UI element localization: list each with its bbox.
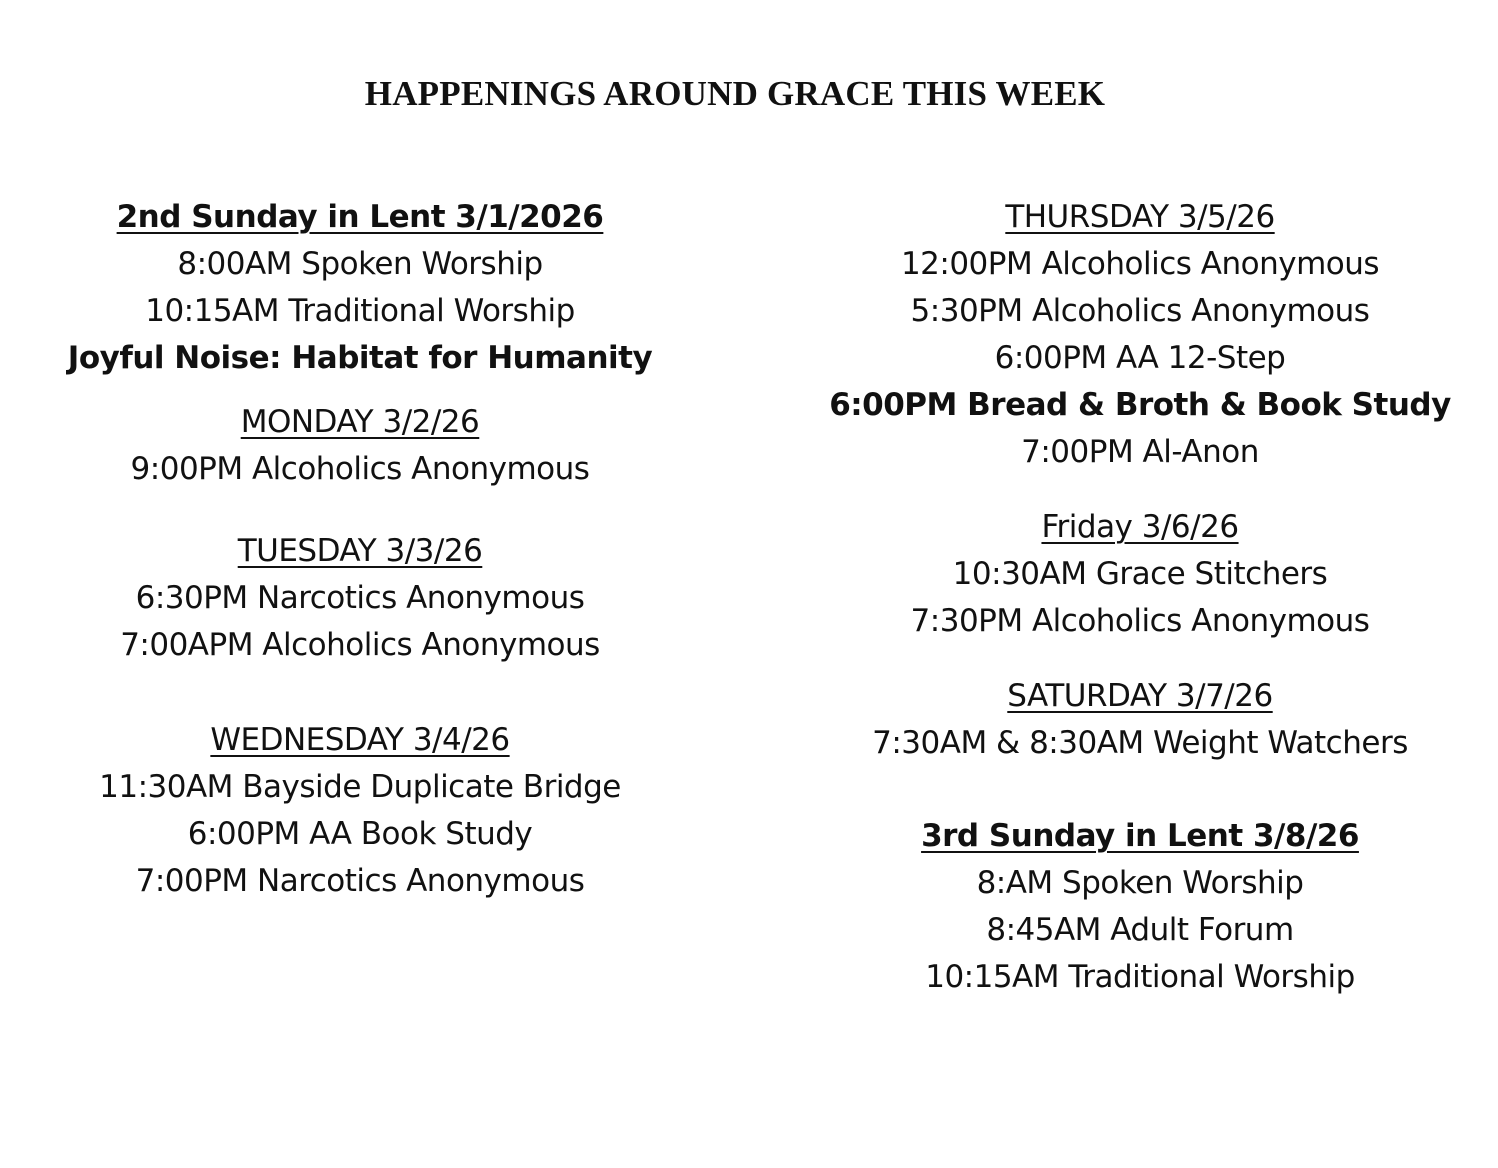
event-item: 7:30AM & 8:30AM Weight Watchers	[872, 725, 1408, 761]
event-item: 10:15AM Traditional Worship	[925, 959, 1355, 995]
section-heading: 2nd Sunday in Lent 3/1/2026	[116, 199, 604, 235]
event-item: 12:00PM Alcoholics Anonymous	[900, 246, 1380, 282]
event-item: 6:00PM AA Book Study	[187, 816, 533, 852]
page-title: HAPPENINGS AROUND GRACE THIS WEEK	[364, 74, 1106, 113]
section-heading: MONDAY 3/2/26	[240, 404, 480, 440]
event-item: 7:00PM Narcotics Anonymous	[135, 863, 585, 899]
event-item: 6:00PM AA 12-Step	[994, 340, 1286, 376]
friday-section	[820, 504, 1460, 645]
event-item: 6:30PM Narcotics Anonymous	[135, 580, 585, 616]
thursday-section	[820, 194, 1460, 476]
section-heading: THURSDAY 3/5/26	[1005, 199, 1275, 235]
event-item: 11:30AM Bayside Duplicate Bridge	[99, 769, 621, 805]
sunday-section	[45, 194, 675, 382]
event-item: 5:30PM Alcoholics Anonymous	[910, 293, 1370, 329]
section-heading: Friday 3/6/26	[1041, 509, 1239, 545]
event-item: 7:00APM Alcoholics Anonymous	[120, 627, 600, 663]
event-item: 9:00PM Alcoholics Anonymous	[130, 451, 590, 487]
monday-section	[45, 399, 675, 493]
next-sunday-section	[820, 813, 1460, 1001]
wednesday-section	[45, 717, 675, 905]
tuesday-section	[45, 528, 675, 669]
event-item: Joyful Noise: Habitat for Humanity	[67, 340, 653, 376]
event-item: 8:00AM Spoken Worship	[177, 246, 543, 282]
saturday-section	[820, 673, 1460, 767]
event-item: 7:00PM Al-Anon	[1021, 434, 1259, 470]
section-heading: SATURDAY 3/7/26	[1007, 678, 1273, 714]
event-item: 6:00PM Bread & Broth & Book Study	[829, 387, 1451, 423]
event-item: 8:45AM Adult Forum	[986, 912, 1294, 948]
event-item: 8:AM Spoken Worship	[976, 865, 1304, 901]
right-column	[820, 194, 1460, 1001]
section-heading: TUESDAY 3/3/26	[237, 533, 483, 569]
section-heading: WEDNESDAY 3/4/26	[210, 722, 510, 758]
event-item: 7:30PM Alcoholics Anonymous	[910, 603, 1370, 639]
left-column	[45, 194, 675, 905]
event-item: 10:15AM Traditional Worship	[145, 293, 575, 329]
event-item: 10:30AM Grace Stitchers	[952, 556, 1328, 592]
section-heading: 3rd Sunday in Lent 3/8/26	[921, 818, 1359, 854]
